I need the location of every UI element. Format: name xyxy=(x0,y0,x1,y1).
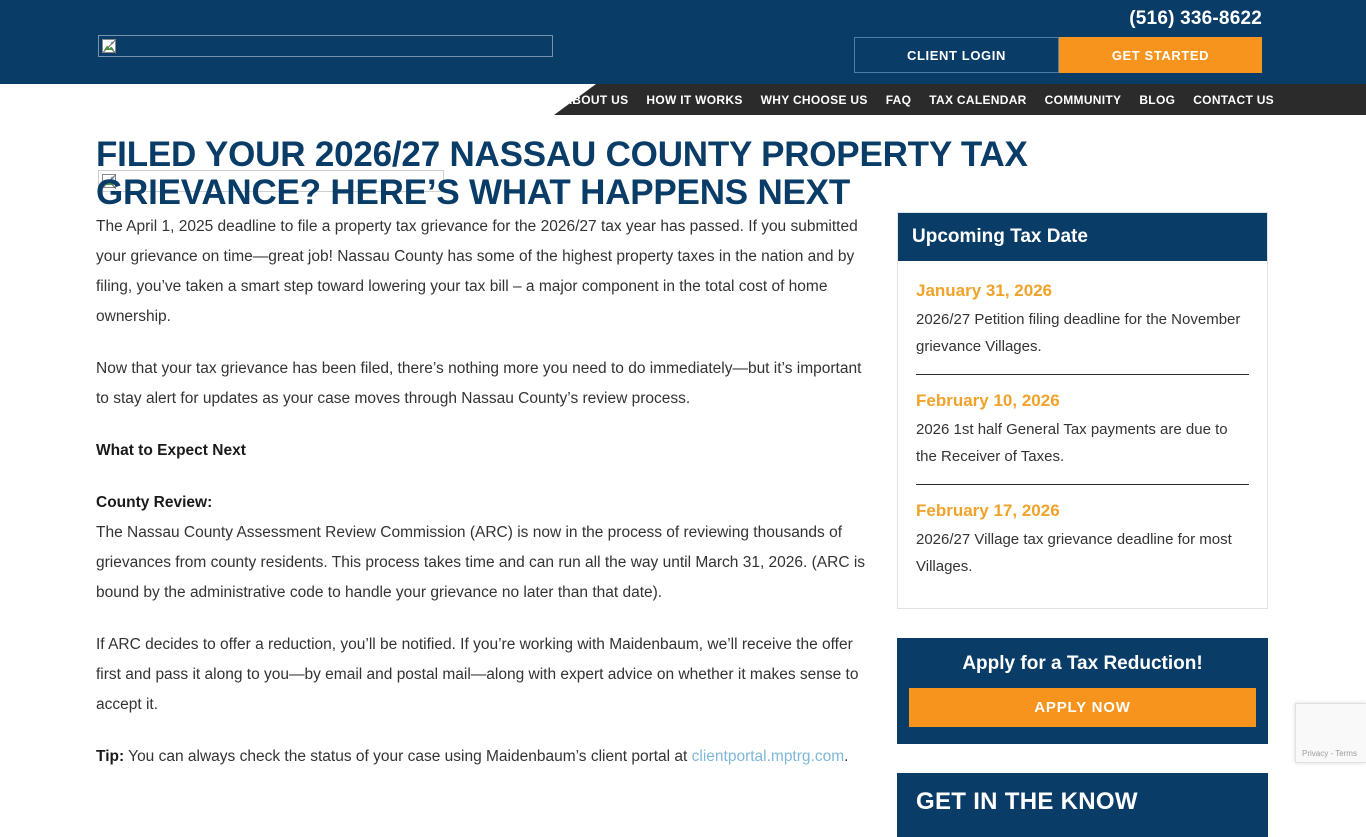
header-phone-number[interactable]: (516) 336-8622 xyxy=(1129,8,1262,29)
tax-date-value: January 31, 2026 xyxy=(916,281,1053,300)
tax-date-item xyxy=(916,265,1249,375)
nav-menu-list xyxy=(563,84,1274,115)
primary-navigation xyxy=(0,84,1366,115)
tip-label: Tip: xyxy=(96,748,125,765)
apply-tax-reduction-card xyxy=(897,638,1268,744)
tax-date-description: 2026/27 Village tax grievance deadline for most Villages. xyxy=(916,531,1232,575)
nav-item-faq[interactable]: FAQ xyxy=(885,92,912,107)
upcoming-tax-date-list xyxy=(898,261,1267,608)
upcoming-tax-date-title: Upcoming Tax Date xyxy=(898,213,1267,261)
tax-date-item xyxy=(916,485,1249,598)
client-login-button[interactable]: CLIENT LOGIN xyxy=(854,37,1059,73)
sidebar xyxy=(897,212,1268,837)
nav-item-community[interactable]: COMMUNITY xyxy=(1044,92,1122,107)
nav-item-how-it-works[interactable]: HOW IT WORKS xyxy=(646,92,743,107)
apply-now-button[interactable]: APPLY NOW xyxy=(909,688,1256,727)
get-in-the-know-card xyxy=(897,773,1268,837)
nav-item-about-us[interactable]: ABOUT US xyxy=(563,92,629,107)
article-paragraph-3: The Nassau County Assessment Review Commission (ARC) is now in the process of reviewing thousands of grievances from county residents. This process takes time and can run all the way until March 31, 2026. (ARC is bound by the administrative code to handle your grievance no later than that date). xyxy=(96,524,866,601)
article-subheading-what-to-expect: What to Expect Next xyxy=(96,442,246,459)
tip-period: . xyxy=(844,748,849,765)
article-paragraph-2: Now that your tax grievance has been filed, there’s nothing more you need to do immediately—but it’s important to stay alert for updates as your case moves through Nassau County’s review process. xyxy=(96,360,862,407)
client-portal-link[interactable]: clientportal.mptrg.com xyxy=(691,748,845,765)
tax-date-value: February 10, 2026 xyxy=(916,391,1060,410)
get-in-the-know-title: GET IN THE KNOW xyxy=(916,788,1138,815)
tax-date-item xyxy=(916,375,1249,485)
nav-item-blog[interactable]: BLOG xyxy=(1139,92,1176,107)
site-header xyxy=(0,0,1366,84)
article-subheading-county-review: County Review: xyxy=(96,494,213,511)
article-paragraph-1: The April 1, 2025 deadline to file a property tax grievance for the 2026/27 tax year has passed. If you submitted your grievance on time—great job! Nassau County has some of the highest property taxes in the nation and by filing, you’ve taken a smart step toward lowering your tax bill – a major component in the total cost of home ownership. xyxy=(96,218,858,325)
upcoming-tax-date-card xyxy=(897,212,1268,609)
article-body xyxy=(96,212,872,794)
recaptcha-privacy-terms[interactable]: Privacy - Terms xyxy=(1302,749,1357,758)
broken-image-icon xyxy=(102,39,118,55)
site-logo-broken-image[interactable] xyxy=(98,35,553,57)
header-action-buttons xyxy=(854,37,1262,73)
apply-tax-reduction-title: Apply for a Tax Reduction! xyxy=(962,653,1203,674)
tax-date-description: 2026 1st half General Tax payments are due to the Receiver of Taxes. xyxy=(916,421,1228,465)
nav-item-tax-calendar[interactable]: TAX CALENDAR xyxy=(929,92,1027,107)
nav-item-why-choose-us[interactable]: WHY CHOOSE US xyxy=(760,92,868,107)
nav-item-contact-us[interactable]: CONTACT US xyxy=(1193,92,1274,107)
article-paragraph-4: If ARC decides to offer a reduction, you’ll be notified. If you’re working with Maidenbaum, we’ll receive the offer first and pass it along to you—by email and postal mail—along with expert advice on whether it makes sense to accept it. xyxy=(96,636,859,713)
page-title: FILED YOUR 2026/27 NASSAU COUNTY PROPERTY TAX GRIEVANCE? HERE’S WHAT HAPPENS NEXT xyxy=(96,135,1028,212)
tip-text: You can always check the status of your case using Maidenbaum’s client portal at xyxy=(124,748,692,765)
recaptcha-badge[interactable] xyxy=(1295,703,1366,763)
tax-date-description: 2026/27 Petition filing deadline for the November grievance Villages. xyxy=(916,311,1241,355)
tax-date-value: February 17, 2026 xyxy=(916,501,1060,520)
get-started-button[interactable]: GET STARTED xyxy=(1059,37,1262,73)
